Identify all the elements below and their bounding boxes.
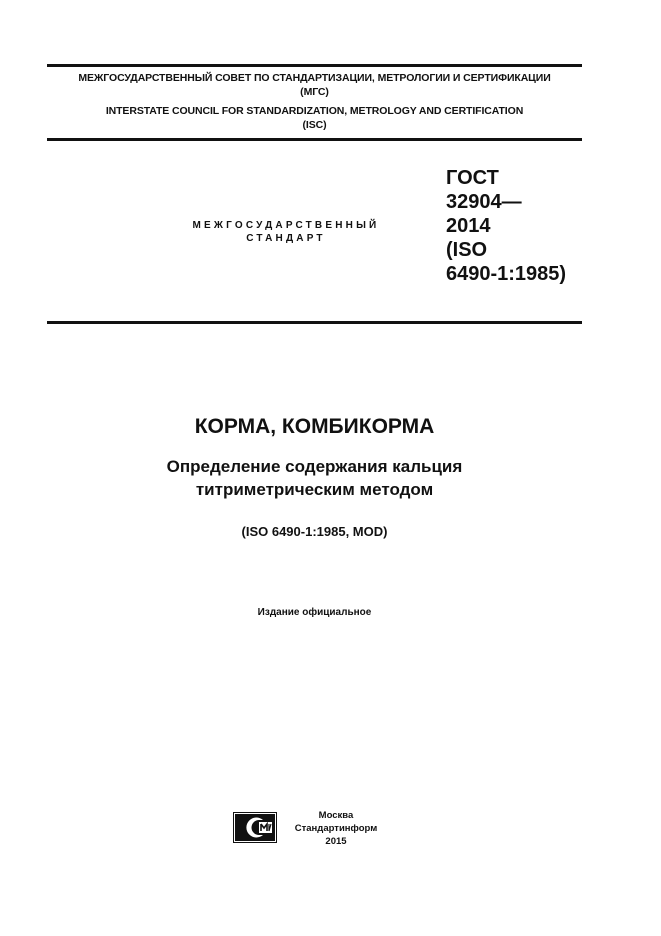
- publisher-block: [284, 809, 388, 848]
- council-ru: [47, 71, 582, 99]
- council-ru-name: МЕЖГОСУДАРСТВЕННЫЙ СОВЕТ ПО СТАНДАРТИЗАЦИИ, МЕТРОЛОГИИ И СЕРТИФИКАЦИИ: [78, 72, 551, 84]
- standard-type-line1: МЕЖГОСУДАРСТВЕННЫЙ: [192, 220, 380, 231]
- bottom-rule: [47, 321, 582, 324]
- document-title: КОРМА, КОМБИКОРМА: [194, 415, 435, 438]
- designation-line2: 32904—: [446, 191, 522, 213]
- document-subtitle: [47, 455, 582, 501]
- council-ru-abbr: (МГС): [300, 86, 329, 98]
- subtitle-line2: титриметрическим методом: [195, 480, 434, 499]
- edition-label: Издание официальное: [257, 607, 372, 618]
- publisher-year: 2015: [325, 836, 347, 847]
- gost-designation: [446, 166, 566, 286]
- standard-type: [170, 219, 402, 245]
- iso-reference: (ISO 6490-1:1985, MOD): [241, 524, 388, 539]
- middle-rule: [47, 138, 582, 141]
- standard-type-line2: СТАНДАРТ: [246, 233, 326, 244]
- designation-line3: 2014: [446, 215, 491, 237]
- publisher-city: Москва: [318, 810, 354, 821]
- designation-line4: (ISO: [446, 239, 488, 261]
- council-en-abbr: (ISC): [302, 119, 327, 131]
- top-rule: [47, 64, 582, 67]
- council-en: [47, 104, 582, 132]
- publisher-name: Стандартинформ: [294, 823, 378, 834]
- designation-line1: ГОСТ: [446, 167, 499, 189]
- council-en-name: INTERSTATE COUNCIL FOR STANDARDIZATION, METROLOGY AND CERTIFICATION: [105, 105, 524, 117]
- designation-line5: 6490-1:1985): [446, 263, 567, 285]
- standartinform-logo-icon: [233, 812, 277, 843]
- subtitle-line1: Определение содержания кальция: [166, 457, 463, 476]
